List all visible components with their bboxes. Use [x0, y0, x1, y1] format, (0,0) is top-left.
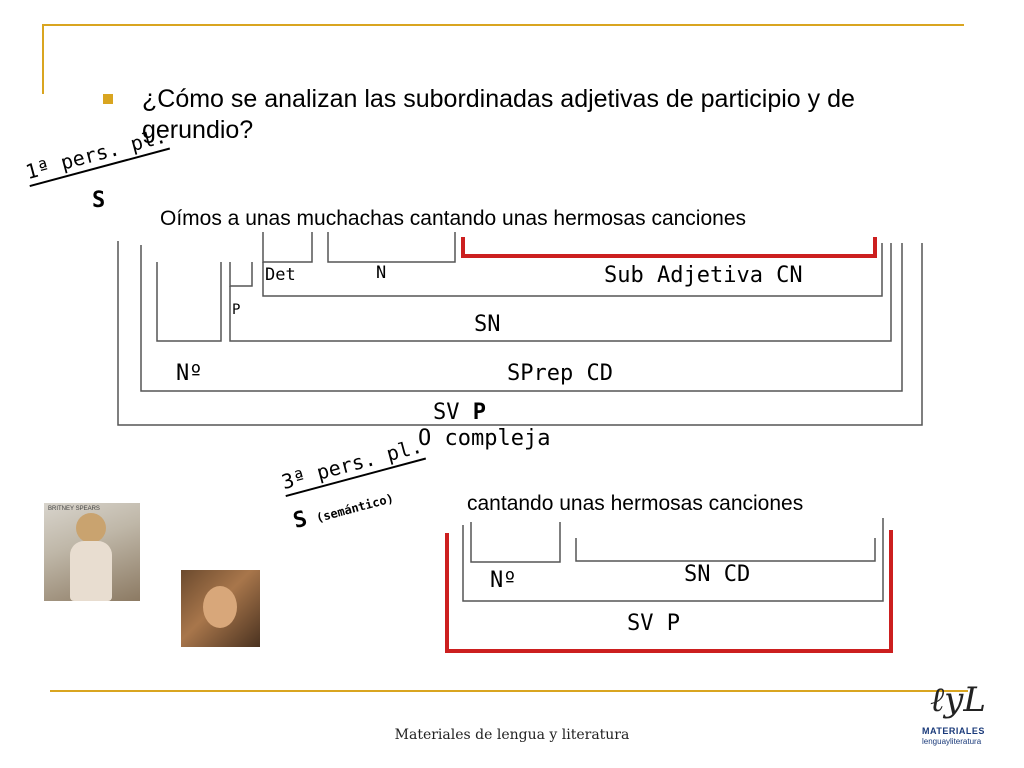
bracket-det: [263, 232, 312, 262]
top-rule: [42, 24, 964, 26]
label-sv-p: [433, 400, 486, 425]
label-sn: SN: [474, 312, 501, 337]
label-nucleo-2: Nº: [490, 568, 517, 593]
album-cover-photo-1: [44, 503, 140, 601]
subject-note-2-text: 3ª pers. pl.: [279, 433, 425, 495]
footer-text: Materiales de lengua y literatura: [394, 727, 630, 743]
left-rule: [42, 24, 44, 94]
label-sub-adjetiva: Sub Adjetiva CN: [604, 263, 803, 288]
bracket-p: [230, 262, 252, 286]
label-sv-p-2: SV P: [627, 611, 680, 636]
bottom-rule: [50, 690, 968, 692]
label-sv: SV: [433, 400, 460, 425]
logo-mark: ℓyL: [930, 680, 986, 720]
label-oracion-compleja: O compleja: [418, 426, 551, 451]
label-n: N: [376, 263, 387, 283]
album-cover-photo-2: [181, 570, 260, 647]
subject-note-1: [23, 124, 170, 187]
logo-line2: lenguayliteratura: [922, 737, 982, 746]
bracket-sn: [230, 243, 891, 341]
subject-note-1-text: 1ª pers. pl.: [23, 123, 169, 185]
label-nucleo: Nº: [176, 361, 203, 386]
label-sn-cd: SN CD: [684, 562, 751, 587]
label-predicado: P: [472, 400, 486, 425]
label-p: P: [232, 302, 241, 318]
label-det: Det: [265, 265, 296, 285]
slide-question: ¿Cómo se analizan las subordinadas adjetivas de participio y de gerundio?: [142, 85, 855, 144]
bracket-n: [328, 232, 455, 262]
subject-label-2-s: S: [290, 506, 310, 534]
bracket-sv-2: [463, 518, 883, 601]
sentence-1: Oímos a unas muchachas cantando unas hermosas canciones: [160, 207, 747, 230]
subject-label-1: S: [92, 188, 106, 213]
bracket-sub-highlight: [463, 237, 875, 256]
logo: [920, 680, 1010, 750]
album-cover-text-1: BRITNEY SPEARS: [48, 506, 100, 512]
bracket-nucleo-2: [471, 522, 560, 562]
bracket-nucleo: [157, 262, 221, 341]
subject-note-2: [279, 434, 426, 497]
sentence-2: cantando unas hermosas canciones: [467, 492, 804, 515]
logo-line1: MATERIALES: [922, 726, 985, 736]
label-sprep-cd: SPrep CD: [507, 361, 613, 386]
bullet-icon: [103, 94, 113, 104]
subject-label-2-qualifier: (semántico): [314, 491, 396, 526]
bracket-sn-cd: [576, 538, 875, 561]
